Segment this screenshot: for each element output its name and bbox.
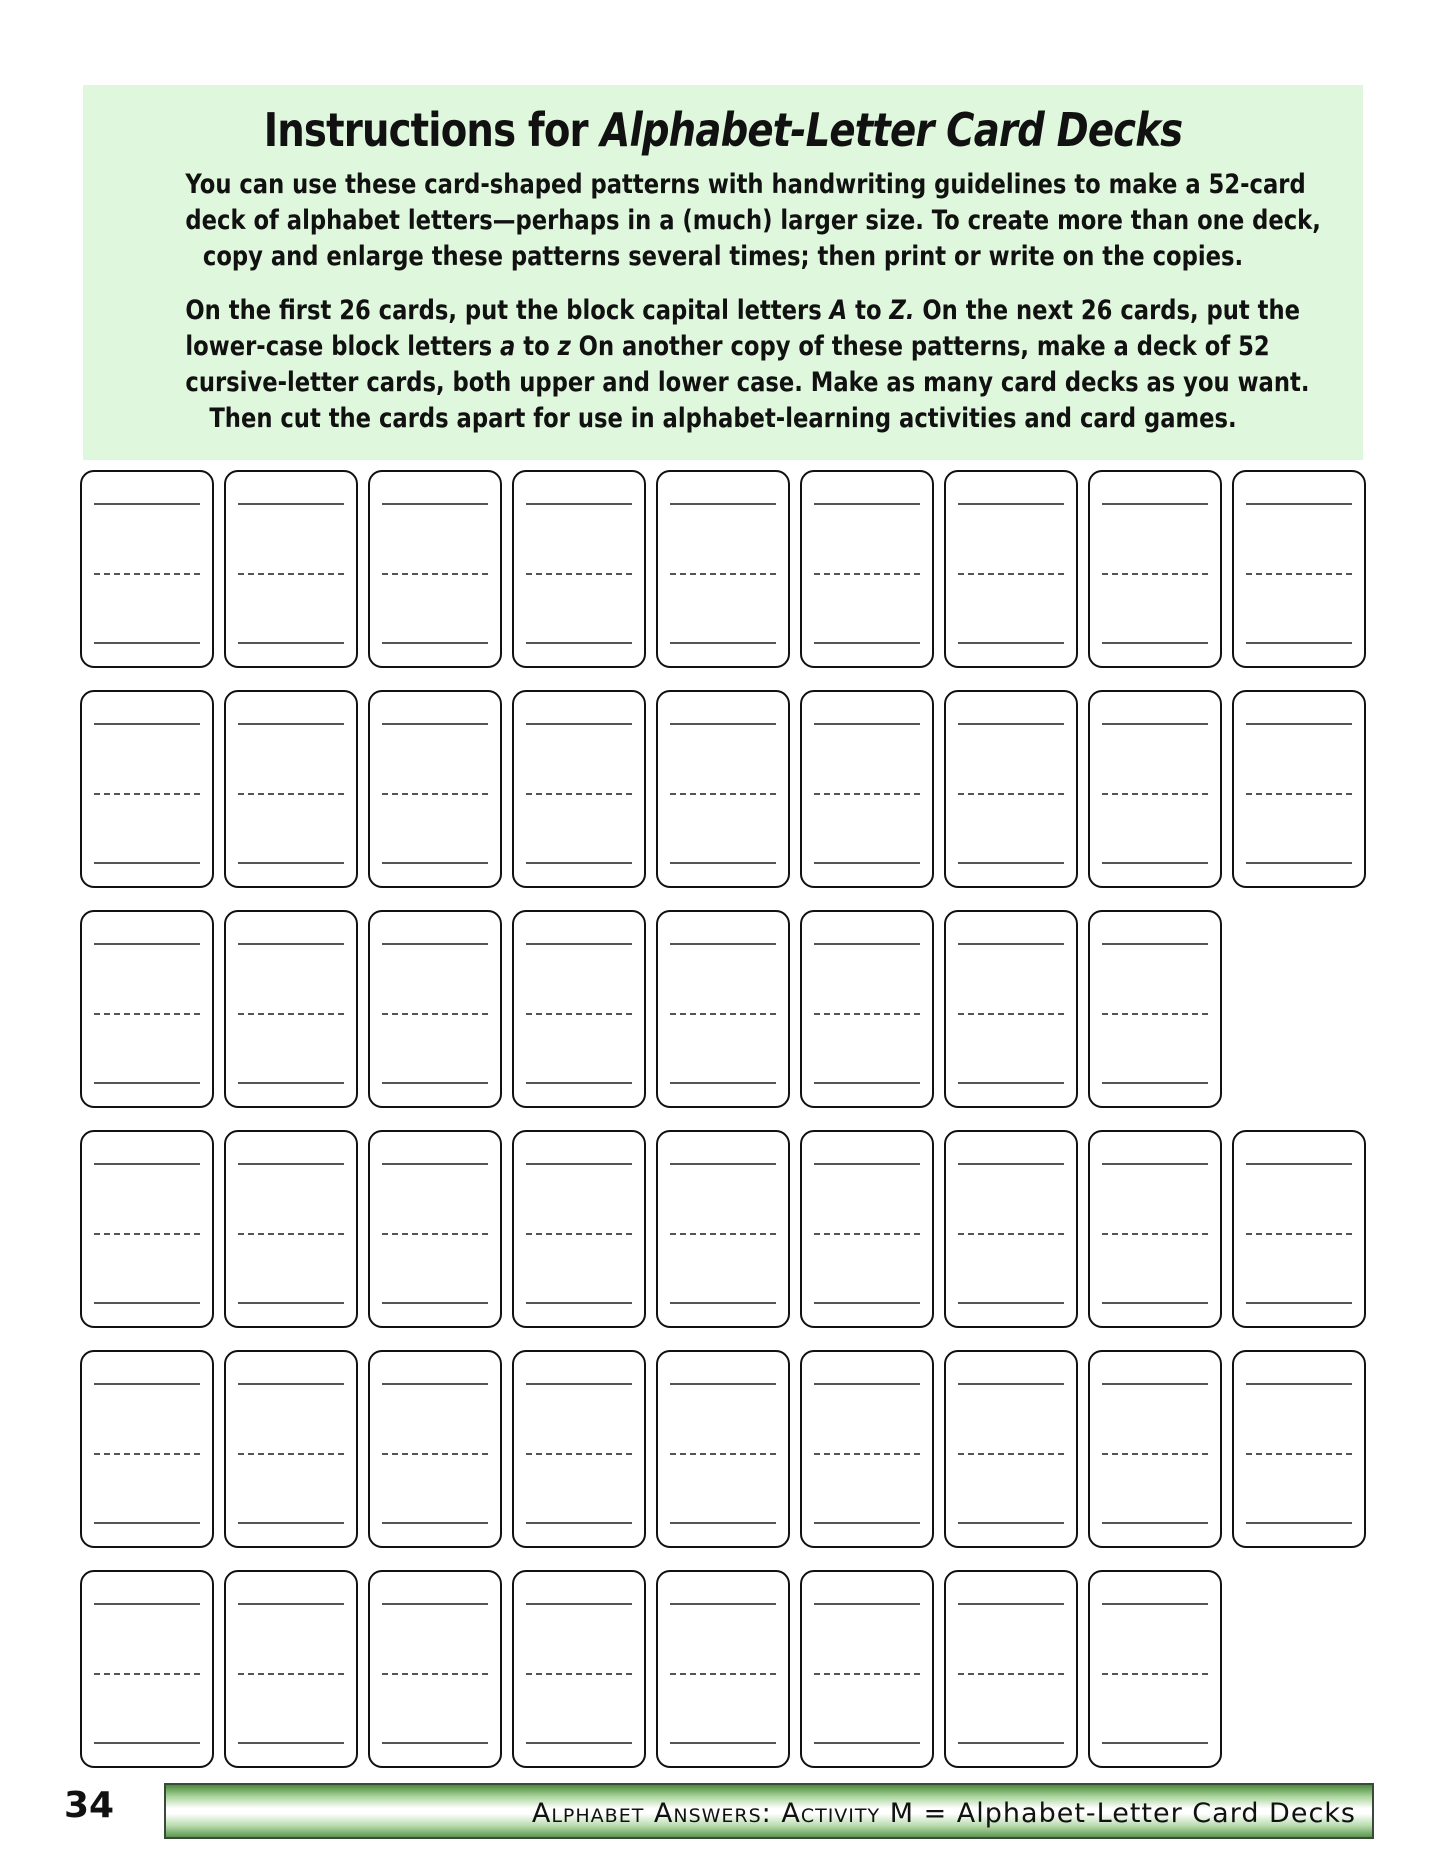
page-number: 34 (64, 1785, 115, 1826)
dashed-midline (526, 793, 632, 795)
top-guideline (382, 1603, 488, 1605)
dashed-midline (238, 573, 344, 575)
top-guideline (958, 943, 1064, 945)
base-guideline (526, 642, 632, 644)
card-pattern (656, 470, 790, 668)
base-guideline (814, 1742, 920, 1744)
card-pattern (80, 1570, 214, 1768)
base-guideline (958, 1082, 1064, 1084)
dashed-midline (670, 1673, 776, 1675)
dashed-midline (94, 793, 200, 795)
top-guideline (670, 1383, 776, 1385)
p2-l1-a: On the first 26 cards, put the block capital letters (185, 295, 830, 326)
dashed-midline (526, 1013, 632, 1015)
dashed-midline (238, 793, 344, 795)
base-guideline (670, 642, 776, 644)
base-guideline (94, 1302, 200, 1304)
top-guideline (526, 1603, 632, 1605)
base-guideline (526, 862, 632, 864)
card-pattern (800, 1130, 934, 1328)
card-pattern (1088, 470, 1222, 668)
instructions-paragraph-2 (185, 293, 1310, 437)
paragraph-2-line-3: cursive-letter cards, both upper and lower case. Make as many card decks as you want. (185, 367, 1310, 398)
top-guideline (526, 503, 632, 505)
title-plain: Instructions for (263, 103, 601, 157)
p2-l1-e: On the next 26 cards, put the (914, 295, 1301, 326)
top-guideline (958, 503, 1064, 505)
base-guideline (382, 1742, 488, 1744)
dashed-midline (1102, 1233, 1208, 1235)
card-pattern (800, 910, 934, 1108)
card-pattern (800, 1350, 934, 1548)
card-pattern (800, 690, 934, 888)
card-pattern (368, 1130, 502, 1328)
dashed-midline (382, 793, 488, 795)
top-guideline (238, 1603, 344, 1605)
top-guideline (94, 1163, 200, 1165)
dashed-midline (1246, 573, 1352, 575)
card-pattern (944, 690, 1078, 888)
base-guideline (238, 642, 344, 644)
dashed-midline (958, 1233, 1064, 1235)
card-pattern (1088, 1130, 1222, 1328)
dashed-midline (670, 1453, 776, 1455)
base-guideline (382, 1082, 488, 1084)
dashed-midline (814, 573, 920, 575)
dashed-midline (526, 573, 632, 575)
top-guideline (814, 1603, 920, 1605)
top-guideline (94, 1603, 200, 1605)
top-guideline (94, 723, 200, 725)
title-emphasis: Alphabet-Letter Card Decks (600, 103, 1183, 157)
dashed-midline (1102, 1453, 1208, 1455)
top-guideline (1246, 503, 1352, 505)
base-guideline (958, 862, 1064, 864)
base-guideline (1102, 1742, 1208, 1744)
top-guideline (814, 943, 920, 945)
base-guideline (670, 1082, 776, 1084)
dashed-midline (382, 1453, 488, 1455)
dashed-midline (1102, 573, 1208, 575)
base-guideline (1246, 862, 1352, 864)
p2-l2-b: a (500, 331, 516, 362)
top-guideline (1102, 943, 1208, 945)
top-guideline (382, 1163, 488, 1165)
p2-l2-c: to (515, 331, 558, 362)
dashed-midline (238, 1233, 344, 1235)
top-guideline (238, 503, 344, 505)
top-guideline (1102, 1383, 1208, 1385)
top-guideline (670, 503, 776, 505)
base-guideline (814, 1302, 920, 1304)
dashed-midline (670, 1233, 776, 1235)
top-guideline (670, 723, 776, 725)
card-pattern (224, 470, 358, 668)
card-pattern (80, 910, 214, 1108)
card-pattern (80, 470, 214, 668)
card-pattern (224, 690, 358, 888)
card-pattern (512, 690, 646, 888)
card-pattern (224, 1570, 358, 1768)
base-guideline (526, 1302, 632, 1304)
top-guideline (958, 1603, 1064, 1605)
instructions-paragraph-1 (185, 167, 1321, 275)
base-guideline (382, 1302, 488, 1304)
base-guideline (94, 1742, 200, 1744)
card-pattern (512, 1350, 646, 1548)
paragraph-2-line-1 (185, 293, 1301, 329)
base-guideline (238, 1522, 344, 1524)
top-guideline (814, 723, 920, 725)
dashed-midline (382, 1233, 488, 1235)
top-guideline (526, 1163, 632, 1165)
dashed-midline (814, 1233, 920, 1235)
top-guideline (958, 1383, 1064, 1385)
base-guideline (526, 1082, 632, 1084)
dashed-midline (1246, 793, 1352, 795)
paragraph-1-line-3: copy and enlarge these patterns several times; then print or write on the copies. (202, 241, 1244, 272)
top-guideline (238, 1163, 344, 1165)
base-guideline (670, 1302, 776, 1304)
base-guideline (1102, 862, 1208, 864)
base-guideline (1102, 642, 1208, 644)
dashed-midline (1246, 1453, 1352, 1455)
dashed-midline (526, 1673, 632, 1675)
top-guideline (1246, 1383, 1352, 1385)
dashed-midline (94, 1673, 200, 1675)
card-pattern (656, 1350, 790, 1548)
card-pattern (1232, 1130, 1366, 1328)
top-guideline (1246, 1163, 1352, 1165)
dashed-midline (814, 1013, 920, 1015)
footer-activity: Alphabet-Letter Card Decks (956, 1798, 1356, 1829)
top-guideline (958, 723, 1064, 725)
card-pattern (656, 690, 790, 888)
footer-bar (164, 1783, 1374, 1839)
card-pattern (1232, 1350, 1366, 1548)
paragraph-1-line-2: deck of alphabet letters—perhaps in a (much) larger size. To create more than one deck, (185, 205, 1321, 236)
top-guideline (526, 1383, 632, 1385)
dashed-midline (238, 1673, 344, 1675)
base-guideline (958, 1522, 1064, 1524)
base-guideline (94, 862, 200, 864)
base-guideline (814, 642, 920, 644)
dashed-midline (814, 1673, 920, 1675)
dashed-midline (958, 573, 1064, 575)
base-guideline (670, 1522, 776, 1524)
dashed-midline (958, 1673, 1064, 1675)
top-guideline (1102, 723, 1208, 725)
base-guideline (238, 1302, 344, 1304)
dashed-midline (1102, 793, 1208, 795)
card-pattern (512, 910, 646, 1108)
dashed-midline (1102, 1013, 1208, 1015)
top-guideline (1102, 1603, 1208, 1605)
base-guideline (94, 642, 200, 644)
base-guideline (958, 1742, 1064, 1744)
top-guideline (670, 943, 776, 945)
top-guideline (382, 723, 488, 725)
dashed-midline (1246, 1233, 1352, 1235)
card-pattern (944, 1130, 1078, 1328)
top-guideline (814, 503, 920, 505)
p2-l1-b: A (829, 295, 848, 326)
card-pattern (1232, 470, 1366, 668)
base-guideline (238, 1082, 344, 1084)
card-pattern (80, 690, 214, 888)
dashed-midline (526, 1453, 632, 1455)
p2-l2-a: lower-case block letters (185, 331, 501, 362)
dashed-midline (670, 793, 776, 795)
paragraph-1-line-1: You can use these card-shaped patterns with handwriting guidelines to make a 52-card (185, 169, 1306, 200)
card-pattern (80, 1130, 214, 1328)
footer-series: Alphabet Answers: Activity M (531, 1798, 914, 1829)
base-guideline (1246, 1522, 1352, 1524)
card-pattern (944, 1570, 1078, 1768)
card-pattern (800, 1570, 934, 1768)
p2-l2-d: z (557, 331, 571, 362)
top-guideline (382, 943, 488, 945)
dashed-midline (670, 1013, 776, 1015)
dashed-midline (958, 793, 1064, 795)
base-guideline (238, 1742, 344, 1744)
instructions-panel (83, 85, 1363, 460)
base-guideline (526, 1522, 632, 1524)
base-guideline (670, 862, 776, 864)
p2-l1-c: to (847, 295, 890, 326)
dashed-midline (238, 1013, 344, 1015)
dashed-midline (670, 573, 776, 575)
top-guideline (814, 1383, 920, 1385)
card-pattern (1088, 1570, 1222, 1768)
dashed-midline (958, 1453, 1064, 1455)
dashed-midline (958, 1013, 1064, 1015)
card-pattern (368, 470, 502, 668)
card-pattern (224, 1130, 358, 1328)
base-guideline (958, 642, 1064, 644)
card-pattern (656, 1130, 790, 1328)
top-guideline (814, 1163, 920, 1165)
top-guideline (382, 1383, 488, 1385)
instructions-title (185, 85, 1260, 159)
paragraph-2-line-4: Then cut the cards apart for use in alphabet-learning activities and card games. (209, 403, 1237, 434)
base-guideline (94, 1082, 200, 1084)
card-pattern (944, 910, 1078, 1108)
top-guideline (238, 723, 344, 725)
base-guideline (1102, 1302, 1208, 1304)
top-guideline (94, 943, 200, 945)
base-guideline (382, 1522, 488, 1524)
card-pattern (656, 1570, 790, 1768)
card-pattern (512, 1130, 646, 1328)
top-guideline (1102, 503, 1208, 505)
top-guideline (526, 943, 632, 945)
top-guideline (238, 943, 344, 945)
dashed-midline (1102, 1673, 1208, 1675)
card-pattern (512, 470, 646, 668)
p2-l2-e: On another copy of these patterns, make a deck of 52 (570, 331, 1270, 362)
card-pattern (368, 1570, 502, 1768)
dashed-midline (94, 1013, 200, 1015)
dashed-midline (814, 1453, 920, 1455)
card-pattern (512, 1570, 646, 1768)
card-pattern (368, 910, 502, 1108)
base-guideline (1246, 1302, 1352, 1304)
base-guideline (238, 862, 344, 864)
base-guideline (1246, 642, 1352, 644)
dashed-midline (94, 573, 200, 575)
top-guideline (958, 1163, 1064, 1165)
base-guideline (382, 642, 488, 644)
dashed-midline (526, 1233, 632, 1235)
footer-text (532, 1799, 1356, 1829)
dashed-midline (238, 1453, 344, 1455)
dashed-midline (94, 1453, 200, 1455)
top-guideline (94, 1383, 200, 1385)
card-pattern (1088, 1350, 1222, 1548)
card-pattern-grid (80, 470, 1370, 1770)
base-guideline (670, 1742, 776, 1744)
footer-separator: = (914, 1798, 957, 1829)
top-guideline (382, 503, 488, 505)
dashed-midline (382, 1673, 488, 1675)
base-guideline (814, 862, 920, 864)
base-guideline (814, 1082, 920, 1084)
dashed-midline (382, 1013, 488, 1015)
top-guideline (670, 1163, 776, 1165)
card-pattern (368, 1350, 502, 1548)
top-guideline (238, 1383, 344, 1385)
card-pattern (368, 690, 502, 888)
top-guideline (1102, 1163, 1208, 1165)
paragraph-2-line-2 (185, 329, 1270, 365)
top-guideline (1246, 723, 1352, 725)
base-guideline (94, 1522, 200, 1524)
top-guideline (526, 723, 632, 725)
dashed-midline (814, 793, 920, 795)
card-pattern (1232, 690, 1366, 888)
card-pattern (800, 470, 934, 668)
base-guideline (526, 1742, 632, 1744)
base-guideline (814, 1522, 920, 1524)
base-guideline (1102, 1082, 1208, 1084)
base-guideline (958, 1302, 1064, 1304)
base-guideline (382, 862, 488, 864)
p2-l1-d: Z. (889, 295, 915, 326)
top-guideline (94, 503, 200, 505)
dashed-midline (94, 1233, 200, 1235)
card-pattern (80, 1350, 214, 1548)
card-pattern (944, 1350, 1078, 1548)
base-guideline (1102, 1522, 1208, 1524)
card-pattern (1088, 690, 1222, 888)
card-pattern (224, 1350, 358, 1548)
card-pattern (1088, 910, 1222, 1108)
top-guideline (670, 1603, 776, 1605)
card-pattern (656, 910, 790, 1108)
card-pattern (944, 470, 1078, 668)
dashed-midline (382, 573, 488, 575)
card-pattern (224, 910, 358, 1108)
